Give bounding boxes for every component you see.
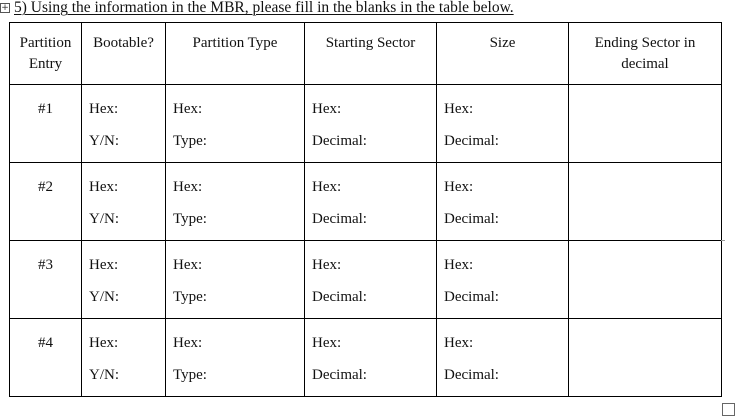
type-cell[interactable]: [166, 241, 305, 319]
cell-hex-label: Hex:: [173, 101, 203, 117]
header-entry-line1: Partition: [19, 35, 72, 51]
header-bootable: Bootable?: [82, 23, 166, 85]
start-cell[interactable]: [305, 85, 437, 163]
end-cell[interactable]: [569, 241, 722, 319]
header-partition-entry: [10, 23, 82, 85]
cell-hex-label: Hex:: [173, 179, 203, 195]
start-cell[interactable]: [305, 163, 437, 241]
bootable-cell[interactable]: [82, 241, 166, 319]
size-cell[interactable]: [437, 163, 569, 241]
cell-hex-label: Hex:: [89, 335, 119, 351]
table-row: [10, 85, 722, 163]
bootable-cell[interactable]: [82, 163, 166, 241]
cell-decimal-label: Decimal:: [444, 289, 499, 305]
mbr-table: [9, 22, 722, 397]
header-end-line2: decimal: [621, 56, 669, 72]
cell-hex-label: Hex:: [444, 257, 474, 273]
cell-yn-label: Y/N:: [89, 133, 119, 149]
size-cell[interactable]: [437, 241, 569, 319]
cell-yn-label: Y/N:: [89, 289, 119, 305]
cell-hex-label: Hex:: [444, 179, 474, 195]
end-cell[interactable]: [569, 319, 722, 397]
cell-hex-label: Hex:: [444, 101, 474, 117]
cell-yn-label: Y/N:: [89, 367, 119, 383]
cell-decimal-label: Decimal:: [312, 133, 367, 149]
cell-hex-label: Hex:: [89, 257, 119, 273]
cell-hex-label: Hex:: [173, 257, 203, 273]
table-row: [10, 163, 722, 241]
cell-decimal-label: Decimal:: [312, 211, 367, 227]
cell-type-label: Type:: [173, 367, 207, 383]
header-entry-line2: Entry: [28, 56, 63, 72]
cell-yn-label: Y/N:: [89, 211, 119, 227]
type-cell[interactable]: [166, 163, 305, 241]
bootable-cell[interactable]: [82, 85, 166, 163]
type-cell[interactable]: [166, 319, 305, 397]
table-header-row: [10, 23, 722, 85]
entry-cell: #2: [10, 163, 82, 241]
header-starting-sector: Starting Sector: [305, 23, 437, 85]
cell-hex-label: Hex:: [312, 101, 342, 117]
header-ending-sector: [569, 23, 722, 85]
cell-hex-label: Hex:: [89, 179, 119, 195]
cell-decimal-label: Decimal:: [312, 367, 367, 383]
cell-hex-label: Hex:: [312, 335, 342, 351]
header-partition-type: Partition Type: [166, 23, 305, 85]
table-edge-marker: [721, 240, 725, 241]
question-text: 5) Using the information in the MBR, please fill in the blanks in the table below.: [14, 0, 514, 16]
cell-decimal-label: Decimal:: [444, 211, 499, 227]
cell-hex-label: Hex:: [173, 335, 203, 351]
cell-decimal-label: Decimal:: [444, 367, 499, 383]
table-move-handle[interactable]: +: [1, 3, 9, 13]
entry-cell: #3: [10, 241, 82, 319]
cell-decimal-label: Decimal:: [444, 133, 499, 149]
cell-hex-label: Hex:: [89, 101, 119, 117]
size-cell[interactable]: [437, 319, 569, 397]
table-resize-handle[interactable]: [722, 403, 735, 416]
end-cell[interactable]: [569, 85, 722, 163]
type-cell[interactable]: [166, 85, 305, 163]
entry-cell: #1: [10, 85, 82, 163]
cell-type-label: Type:: [173, 133, 207, 149]
cell-type-label: Type:: [173, 211, 207, 227]
entry-cell: #4: [10, 319, 82, 397]
size-cell[interactable]: [437, 85, 569, 163]
cell-type-label: Type:: [173, 289, 207, 305]
cell-hex-label: Hex:: [312, 179, 342, 195]
table-row: [10, 241, 722, 319]
end-cell[interactable]: [569, 163, 722, 241]
cell-hex-label: Hex:: [312, 257, 342, 273]
cell-hex-label: Hex:: [444, 335, 474, 351]
header-size: Size: [437, 23, 569, 85]
bootable-cell[interactable]: [82, 319, 166, 397]
table-row: [10, 319, 722, 397]
cell-decimal-label: Decimal:: [312, 289, 367, 305]
start-cell[interactable]: [305, 241, 437, 319]
header-end-line1: Ending Sector in: [594, 35, 696, 51]
start-cell[interactable]: [305, 319, 437, 397]
